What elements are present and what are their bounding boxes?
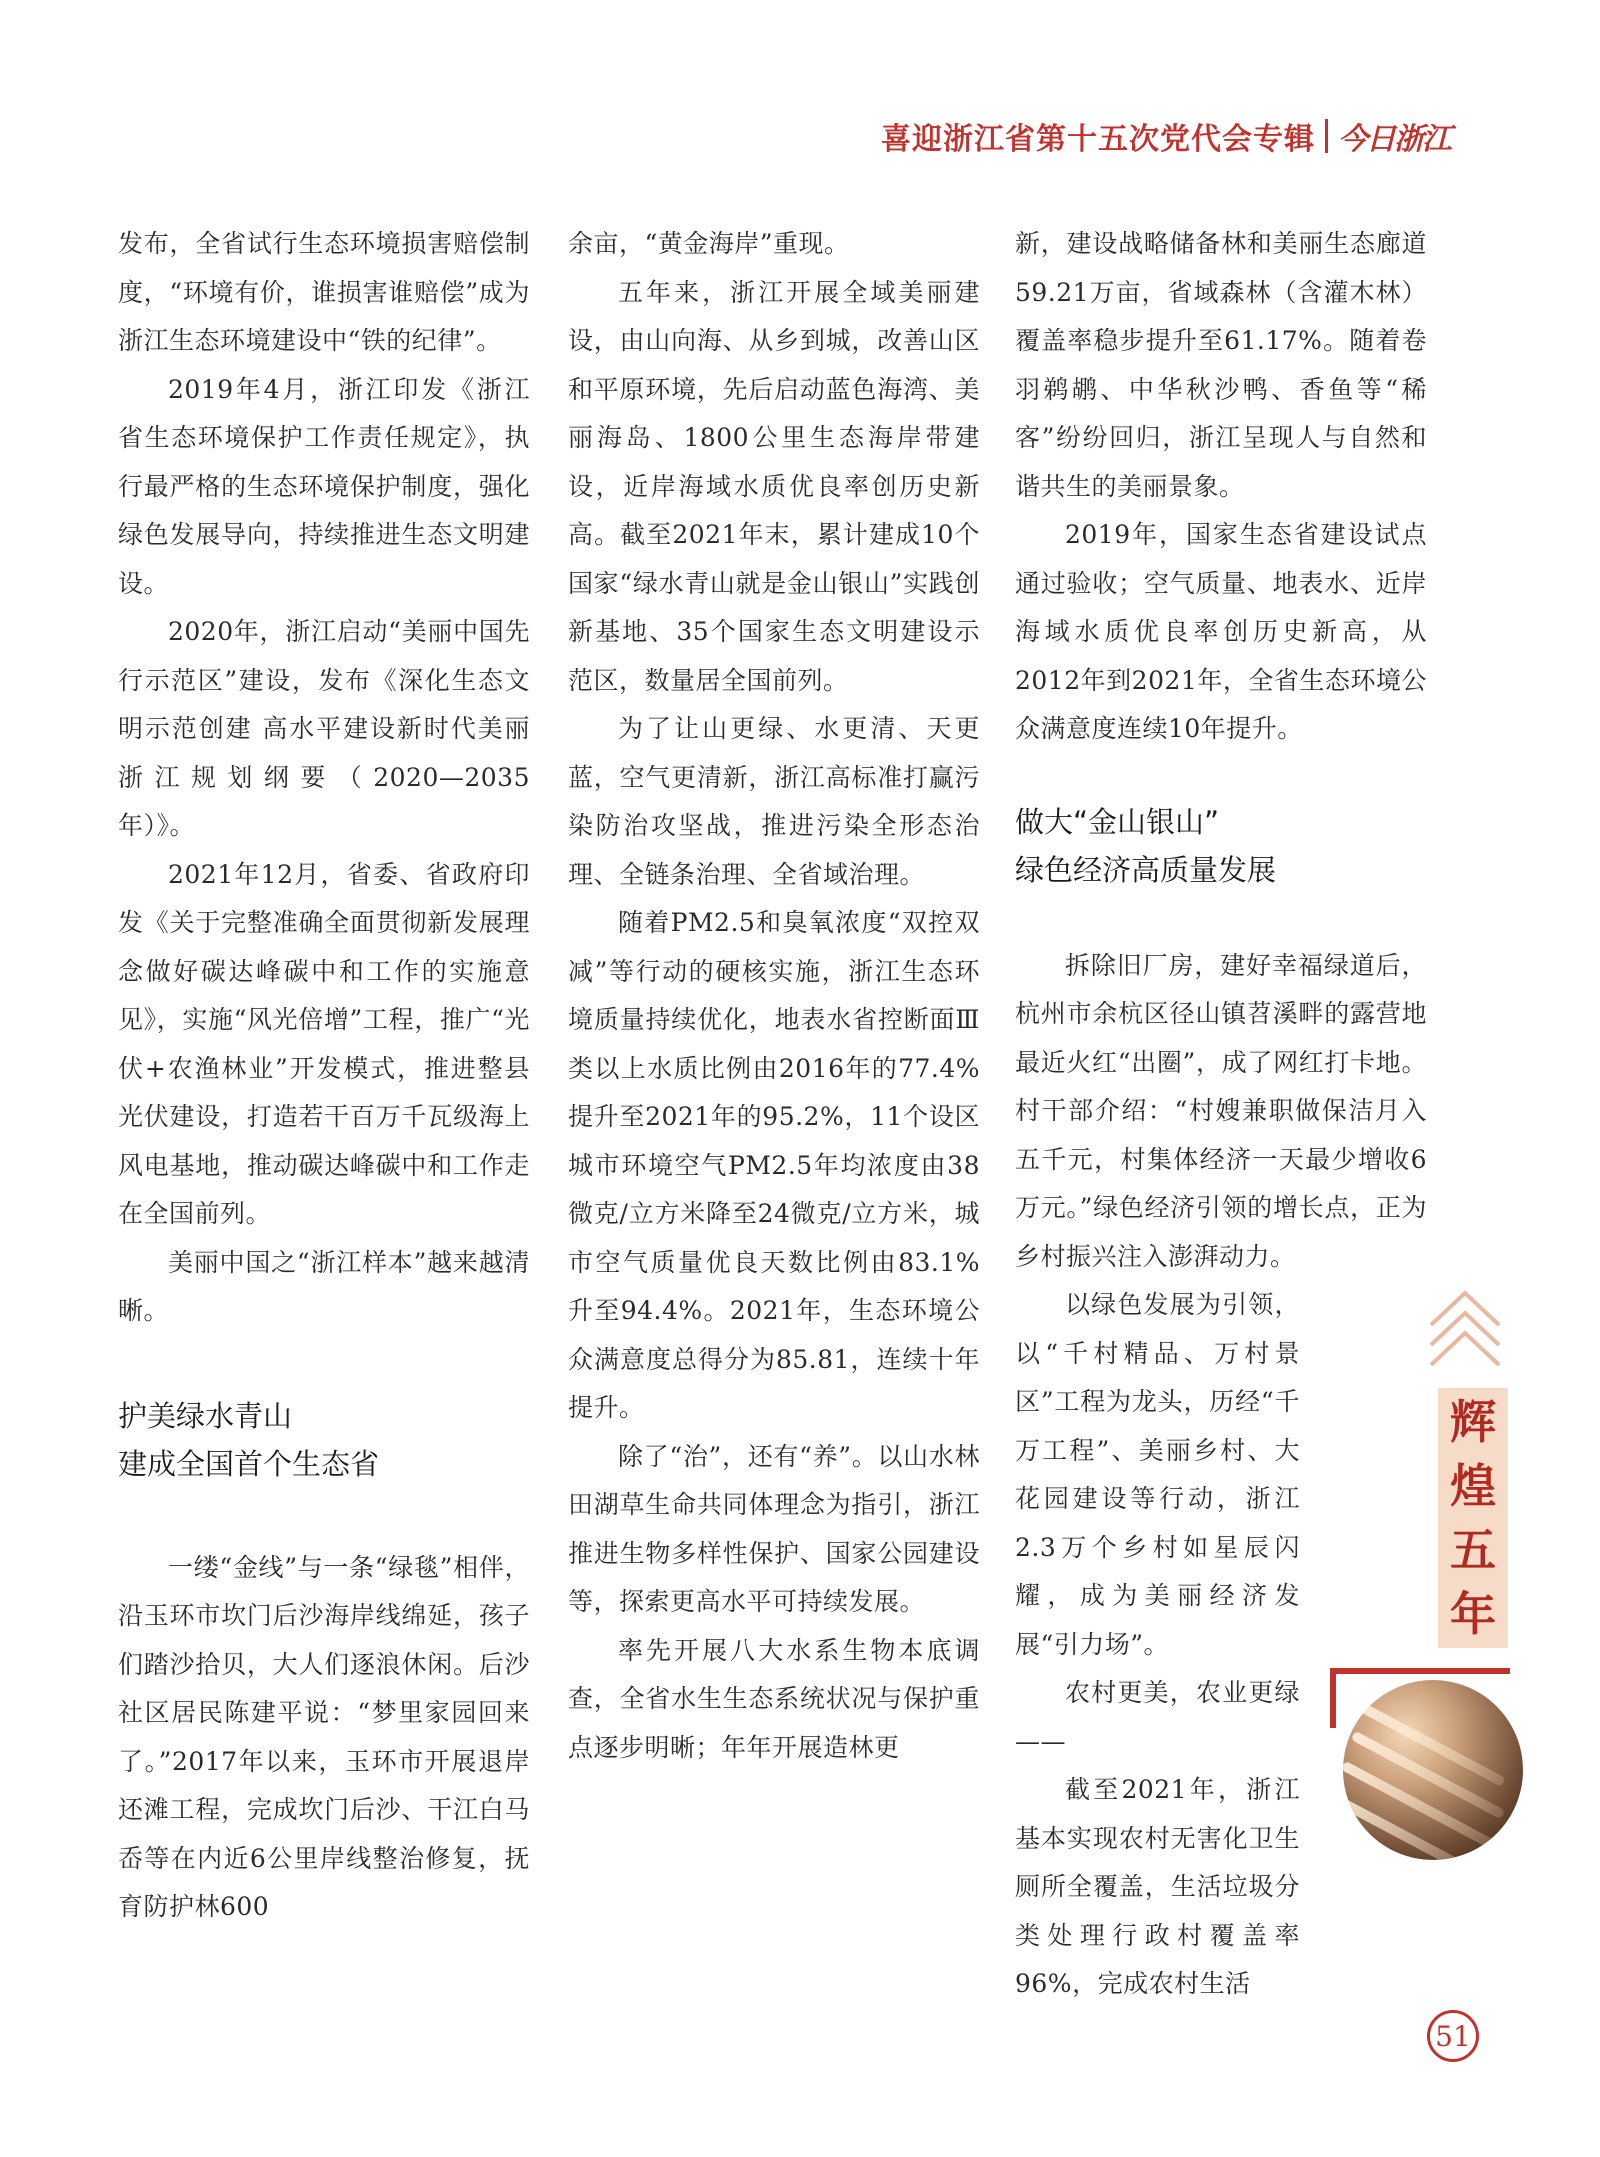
paragraph: 余亩，“黄金海岸”重现。 — [568, 229, 850, 258]
header-divider — [1325, 119, 1328, 153]
paragraph: 五年来，浙江开展全域美丽建设，由山向海、从乡到城，改善山区和平原环境，先后启动蓝色海湾、美丽海岛、1800公里生态海岸带建设，近岸海域水质优良率创历史新高。截至2021年末，累计建成10个国家“绿水青山就是金山银山”实践创新基地、35个国家生态文明建设示范区，数量居全国前列。 — [568, 277, 980, 695]
paragraph: 截至2021年，浙江基本实现农村无害化卫生厕所全覆盖，生活垃圾分类处理行政村覆盖率96%，完成农村生活 — [1015, 1775, 1300, 1998]
paragraph: 以绿色发展为引领，以“千村精品、万村景区”工程为龙头，历经“千万工程”、美丽乡村、大花园建设等行动，浙江2.3万个乡村如星辰闪耀，成为美丽经济发展“引力场”。 — [1015, 1290, 1300, 1659]
paragraph: 一缕“金线”与一条“绿毯”相伴，沿玉环市坎门后沙海岸线绵延，孩子们踏沙拾贝，大人们逐浪休闲。后沙社区居民陈建平说：“梦里家园回来了。”2017年以来，玉环市开展退岸还滩工程，完成坎门后沙、干江白马岙等在内近6公里岸线整治修复，抚育防护林600 — [118, 1552, 530, 1921]
section-subheading: 建成全国首个生态省 — [118, 1446, 380, 1481]
column-1 — [118, 220, 530, 1932]
section-tab-char: 辉 — [1450, 1395, 1496, 1449]
magazine-logo: 今日浙江 — [1338, 122, 1450, 157]
header-title: 喜迎浙江省第十五次党代会专辑 — [881, 122, 1315, 157]
paragraph: 2019年4月，浙江印发《浙江省生态环境保护工作责任规定》，执行最严格的生态环境保护制度，强化绿色发展导向，持续推进生态文明建设。 — [118, 374, 530, 598]
section-heading: 护美绿水青山 — [118, 1398, 293, 1433]
paragraph: 除了“治”，还有“养”。以山水林田湖草生命共同体理念为指引，浙江推进生物多样性保护、国家公园建设等，探索更高水平可持续发展。 — [568, 1441, 980, 1616]
paragraph: 农村更美，农业更绿—— — [1015, 1678, 1300, 1756]
paragraph: 2020年，浙江启动“美丽中国先行示范区”建设，发布《深化生态文明示范创建 高水平建设新时代美丽浙江规划纲要（2020—2035年）》。 — [118, 617, 530, 840]
paragraph: 美丽中国之“浙江样本”越来越清晰。 — [118, 1247, 530, 1325]
paragraph: 2019年，国家生态省建设试点通过验收；空气质量、地表水、近岸海域水质优良率创历史新高，从2012年到2021年，全省生态环境公众满意度连续10年提升。 — [1015, 520, 1427, 743]
section-tab-char: 五 — [1450, 1523, 1496, 1577]
section-tab-char: 年 — [1450, 1587, 1496, 1641]
section-heading: 做大“金山银山” — [1015, 804, 1220, 839]
paragraph: 率先开展八大水系生物本底调查，全省水生生态系统状况与保护重点逐步明晰；年年开展造林更 — [568, 1635, 980, 1762]
column-2 — [568, 220, 980, 1772]
paragraph: 新，建设战略储备林和美丽生态廊道59.21万亩，省域森林（含灌木林）覆盖率稳步提升至61.17%。随着卷羽鹈鹕、中华秋沙鸭、香鱼等“稀客”纷纷回归，浙江呈现人与自然和谐共生的美丽景象。 — [1015, 229, 1427, 501]
decorative-photo — [1343, 1680, 1523, 1860]
paragraph: 为了让山更绿、水更清、天更蓝，空气更清新，浙江高标准打赢污染防治攻坚战，推进污染全形态治理、全链条治理、全省域治理。 — [568, 714, 980, 889]
paragraph: 2021年12月，省委、省政府印发《关于完整准确全面贯彻新发展理念做好碳达峰碳中和工作的实施意见》，实施“风光倍增”工程，推广“光伏+农渔林业”开发模式，推进整县光伏建设，打造若干百万千瓦级海上风电基地，推动碳达峰碳中和工作走在全国前列。 — [118, 859, 530, 1228]
page-header — [881, 112, 1450, 160]
paragraph: 拆除旧厂房，建好幸福绿道后，杭州市余杭区径山镇苕溪畔的露营地最近火红“出圈”，成了网红打卡地。村干部介绍：“村嫂兼职做保洁月入五千元，村集体经济一天最少增收6万元。”绿色经济引领的增长点，正为乡村振兴注入澎湃动力。 — [1015, 950, 1427, 1271]
decorative-rule — [1330, 1668, 1510, 1674]
chevron-up-icon — [1425, 1285, 1505, 1375]
section-tab-char: 煌 — [1450, 1459, 1496, 1513]
page-number: 51 — [1427, 2010, 1479, 2062]
section-tab — [1438, 1388, 1508, 1648]
section-subheading: 绿色经济高质量发展 — [1015, 852, 1277, 887]
decorative-rule — [1330, 1668, 1336, 1728]
paragraph: 随着PM2.5和臭氧浓度“双控双减”等行动的硬核实施，浙江生态环境质量持续优化，地表水省控断面Ⅲ类以上水质比例由2016年的77.4%提升至2021年的95.2%，11个设区城市环境空气PM2.5年均浓度由38微克/立方米降至24微克/立方米，城市空气质量优良天数比例由83.1%升至94.4%。2021年，生态环境公众满意度总得分为85.81，连续十年提升。 — [568, 908, 980, 1422]
paragraph: 发布，全省试行生态环境损害赔偿制度，“环境有价，谁损害谁赔偿”成为浙江生态环境建设中“铁的纪律”。 — [118, 229, 530, 355]
